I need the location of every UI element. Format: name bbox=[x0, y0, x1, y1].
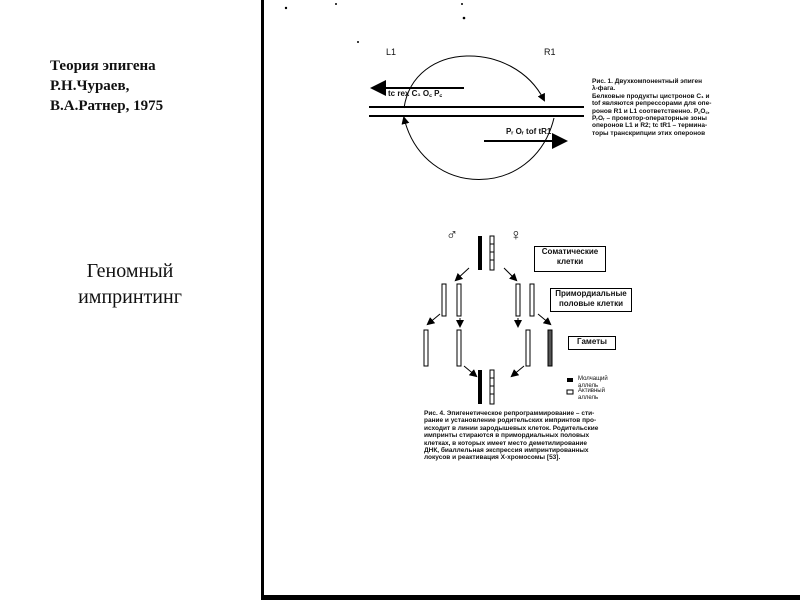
chromosome-silent bbox=[478, 370, 482, 404]
female-icon: ♀ bbox=[510, 227, 522, 244]
fig1-right-operon: Pᵣ Oᵣ tof tR1 bbox=[506, 127, 552, 136]
chromosome-active bbox=[490, 236, 494, 270]
box-gametes: Гаметы bbox=[568, 336, 616, 350]
legend-active-mark bbox=[567, 390, 573, 394]
fig1-label-l1: L1 bbox=[386, 47, 397, 57]
chromosome-primordial bbox=[530, 284, 534, 316]
chromosome-primordial bbox=[516, 284, 520, 316]
legend-silent: Молчащий аллель bbox=[578, 376, 608, 389]
chromosome-silent bbox=[478, 236, 482, 270]
fig1-label-r1: R1 bbox=[544, 47, 556, 57]
feedback-arc-top bbox=[404, 56, 544, 108]
fig1-caption: Рис. 1. Двухкомпонентный эпиген λ-фага. Белковые продукты цистронов C₁ и tof являются репрессорами для опе- ронов R1 и L1 соответственно. P꜀O꜀, PᵣOᵣ – промотор-операторные зоны оперонов L1 и R2; tc tR1 – термина- торы транскрипции этих оперонов bbox=[592, 78, 712, 137]
chromosome-gamete bbox=[424, 330, 428, 366]
chromosome-gamete bbox=[457, 330, 461, 366]
chromosome-primordial bbox=[442, 284, 446, 316]
slide-subtitle: Геномный импринтинг bbox=[78, 260, 182, 308]
fig1-left-operon: tc rex C₁ O꜀ P꜀ bbox=[388, 89, 443, 98]
slide-title: Теория эпигена Р.Н.Чураев, В.А.Ратнер, 1975 bbox=[50, 58, 164, 114]
bottom-border bbox=[261, 595, 800, 600]
scanned-page bbox=[264, 0, 800, 595]
legend-active: Активный аллель bbox=[578, 388, 605, 401]
chromosome-active bbox=[490, 370, 494, 404]
chromosome-gamete bbox=[548, 330, 552, 366]
box-primordial-cells: Примордиальные половые клетки bbox=[550, 288, 632, 312]
fig4-caption: Рис. 4. Эпигенетическое репрограммирование – сти- рание и установление родительских импринтов про- исходит в линии зародышевых клеток. Родительские импринты стираются в примордиальных половых клетках, в которых имеет место деметилирование ДНК, биаллельная экспрессия импринтированных локусов и реактивация X-хромосомы [53]. bbox=[424, 410, 599, 462]
chromosome-gamete bbox=[526, 330, 530, 366]
chromosome-primordial bbox=[457, 284, 461, 316]
legend-silent-mark bbox=[567, 378, 573, 382]
male-icon: ♂ bbox=[446, 227, 458, 244]
box-somatic-cells: Соматические клетки bbox=[534, 246, 606, 272]
